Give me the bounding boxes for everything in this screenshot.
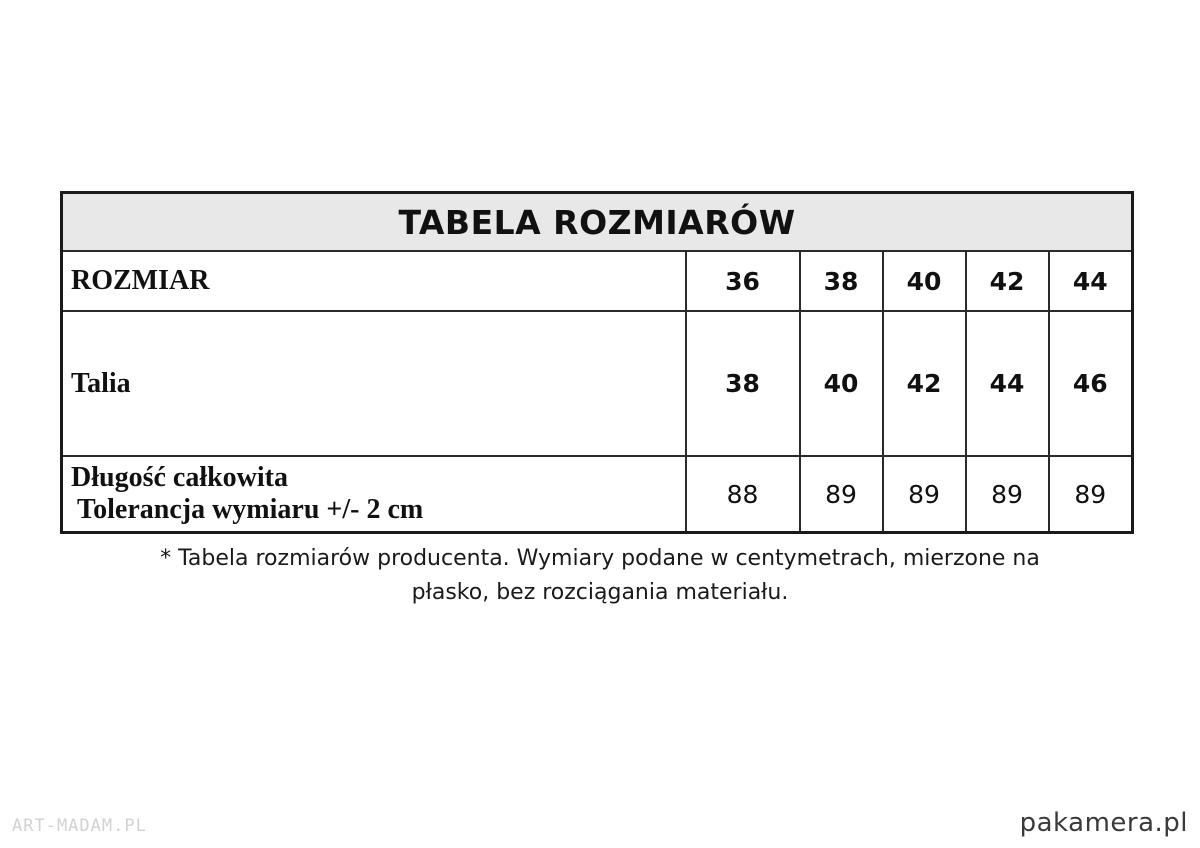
footnote-line: * Tabela rozmiarów producenta. Wymiary podane w centymetrach, mierzone na [160, 546, 1040, 571]
size-cell: 42 [966, 251, 1049, 311]
table-row-waist [62, 311, 1133, 456]
size-cell: 40 [883, 251, 966, 311]
length-cell: 89 [883, 456, 966, 532]
footnote-line: płasko, bez rozciągania materiału. [411, 580, 789, 605]
row-label-size: ROZMIAR [62, 251, 686, 311]
length-label: Długość całkowita [71, 462, 288, 494]
length-cell: 89 [1049, 456, 1133, 532]
size-cell: 38 [800, 251, 883, 311]
length-cell: 88 [686, 456, 800, 532]
waist-cell: 46 [1049, 311, 1133, 456]
table-row-length [62, 456, 1133, 532]
size-chart-table [60, 191, 1134, 534]
tolerance-label: Tolerancja wymiaru +/- 2 cm [77, 494, 424, 526]
length-cell: 89 [800, 456, 883, 532]
length-cell: 89 [966, 456, 1049, 532]
table-row-size [62, 251, 1133, 311]
waist-cell: 38 [686, 311, 800, 456]
row-label-waist: Talia [62, 311, 686, 456]
watermark-left: ART-MADAM.PL [12, 816, 147, 836]
waist-cell: 44 [966, 311, 1049, 456]
size-cell: 44 [1049, 251, 1133, 311]
row-label-length [62, 456, 686, 532]
footnote [60, 542, 1140, 610]
waist-cell: 40 [800, 311, 883, 456]
size-cell: 36 [686, 251, 800, 311]
table-title: TABELA ROZMIARÓW [62, 193, 1133, 252]
watermark-logo: pakamera.pl [1019, 808, 1188, 838]
waist-cell: 42 [883, 311, 966, 456]
